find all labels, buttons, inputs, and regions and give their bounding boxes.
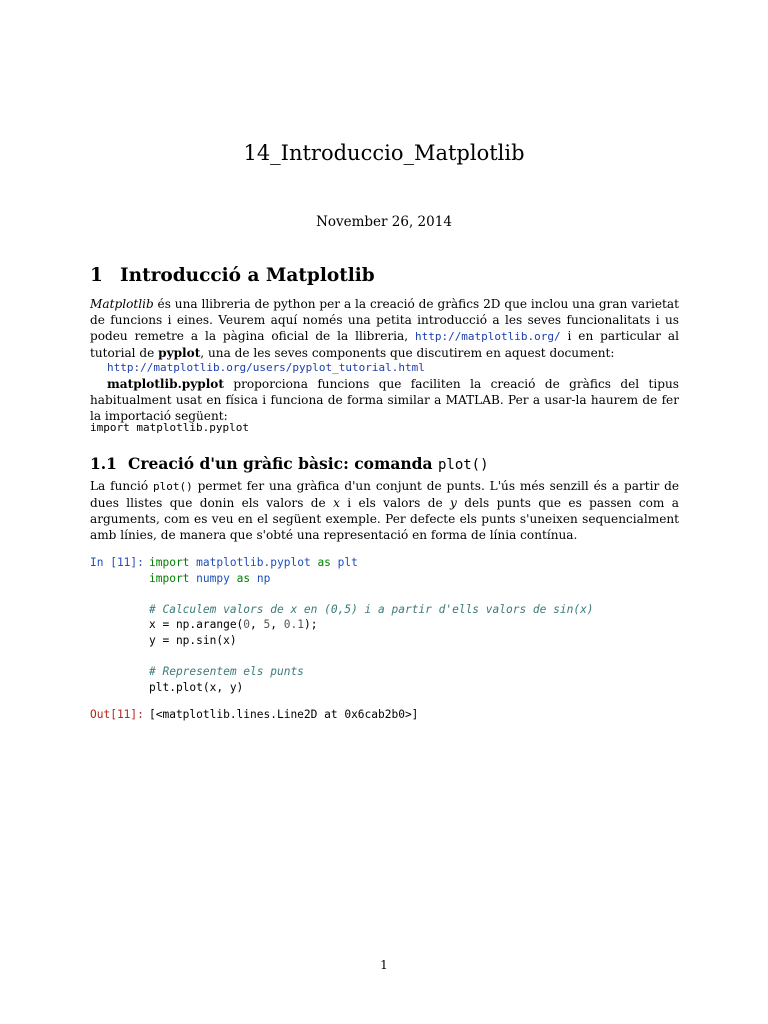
subsection-number: 1.1 bbox=[90, 454, 117, 473]
num-5: 5 bbox=[263, 618, 271, 632]
kw-as-2: as bbox=[236, 571, 251, 585]
matplotlib-term: Matplotlib bbox=[90, 297, 154, 311]
code-y-assign: y = np.sin(x) bbox=[149, 633, 237, 647]
code-comment-1: # Calculem valors de x en (0,5) i a partir d'ells valors de sin(x) bbox=[149, 602, 594, 616]
matplotlib-home-link[interactable]: http://matplotlib.org/ bbox=[414, 330, 561, 343]
kw-as: as bbox=[317, 556, 331, 569]
document-title: 14_Introduccio_Matplotlib bbox=[243, 141, 525, 165]
plot-paragraph bbox=[90, 478, 679, 543]
plot-text-d: dels punts que es passen com a arguments, com es veu en el següent exemple. Per defecte els punts s'uneixen sequencialment amb línies, de manera que s'obté una representació en forma de línia contínua. bbox=[90, 496, 679, 542]
sep-1: , bbox=[250, 618, 264, 632]
section-number: 1 bbox=[90, 265, 103, 286]
num-0-1: 0.1 bbox=[283, 618, 304, 632]
import-statement: import matplotlib.pyplot bbox=[90, 421, 249, 434]
sep-2: , bbox=[270, 618, 284, 632]
var-y: y bbox=[450, 496, 457, 510]
input-prompt: In [11]: bbox=[90, 556, 144, 569]
document-date: November 26, 2014 bbox=[316, 214, 452, 230]
intro-text-a: és una llibreria de python per a la creació de gràfics 2D que inclou una gran varietat de funcions i eines. Veurem aquí només una petita introducció a les seves funcionalitats i us podeu remetre a la pàgina oficial de la llibreria, bbox=[90, 297, 679, 343]
code-cell-input[interactable] bbox=[90, 555, 594, 695]
code-x-end: ); bbox=[303, 618, 318, 632]
pyplot-module-term: matplotlib.pyplot bbox=[107, 377, 224, 391]
page-number: 1 bbox=[380, 958, 388, 972]
section-heading-1 bbox=[90, 262, 375, 290]
code-plot-call: plt.plot(x, y) bbox=[149, 680, 244, 694]
subsection-code: plot() bbox=[437, 457, 489, 473]
module-pyplot: matplotlib.pyplot bbox=[196, 556, 311, 569]
kw-import: import bbox=[149, 556, 190, 569]
var-x: x bbox=[333, 496, 340, 510]
output-prompt: Out[11]: bbox=[90, 708, 144, 721]
num-0: 0 bbox=[243, 618, 251, 632]
pyplot-term: pyplot bbox=[158, 346, 201, 360]
pyplot-tutorial-link[interactable]: http://matplotlib.org/users/pyplot_tutorial.html bbox=[107, 361, 425, 374]
alias-np: np bbox=[256, 571, 271, 585]
alias-plt: plt bbox=[337, 556, 358, 569]
code-cell-output bbox=[90, 707, 418, 723]
section-heading-1-1 bbox=[90, 452, 489, 477]
intro-text-c: , una de les seves components que discutirem en aquest document: bbox=[200, 346, 615, 360]
plot-text-a: La funció bbox=[90, 479, 153, 493]
module-numpy: numpy bbox=[196, 571, 230, 585]
plot-text-c: i els valors de bbox=[339, 496, 450, 510]
output-text: [<matplotlib.lines.Line2D at 0x6cab2b0>] bbox=[149, 708, 419, 721]
intro-text-b: i en particular al tutorial de bbox=[90, 329, 679, 360]
intro-paragraph bbox=[90, 296, 679, 361]
plot-inline-code: plot() bbox=[153, 480, 193, 493]
kw-import-2: import bbox=[149, 571, 190, 585]
pyplot-paragraph-text: proporciona funcions que faciliten la creació de gràfics del tipus habitualment usat en física i funciona de forma similar a MATLAB. Per a usar-la haurem de fer la importació següent: bbox=[90, 377, 679, 423]
code-comment-2: # Representem els punts bbox=[149, 665, 304, 679]
plot-text-b: permet fer una gràfica d'un conjunt de punts. L'ús més senzill és a partir de dues llistes que donin els valors de bbox=[90, 479, 680, 510]
pyplot-paragraph bbox=[90, 376, 679, 424]
code-x-assign: x = np.arange( bbox=[149, 618, 244, 632]
subsection-title: Creació d'un gràfic bàsic: comanda bbox=[128, 454, 438, 473]
section-title: Introducció a Matplotlib bbox=[120, 265, 375, 286]
